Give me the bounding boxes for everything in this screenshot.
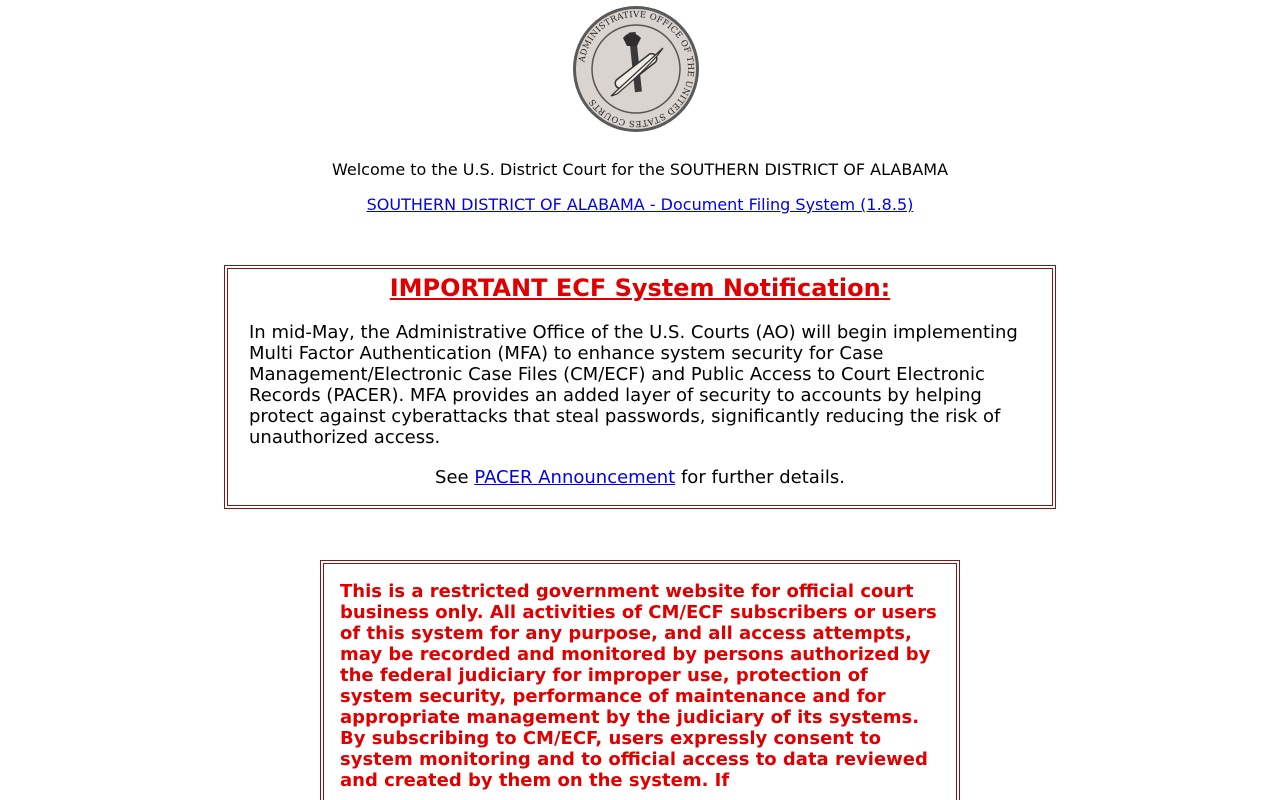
- notification-body: In mid-May, the Administrative Office of the U.S. Courts (AO) will begin implementing Multi Factor Authentication (MFA) to enhance system security for Case Management/Electronic Case Files (CM/ECF) and Public Access to Court Electronic Records (PACER). MFA provides an added layer of security to accounts by helping protect against cyberattacks that steal passwords, significantly reducing the risk of unauthorized access.: [249, 322, 1018, 448]
- seal-text: ADMINISTRATIVE OFFICE OF THE UNITED STATES COURTS: [577, 9, 696, 129]
- restricted-warning-box: [320, 560, 960, 800]
- announcement-suffix: for further details.: [680, 467, 845, 488]
- announcement-line: [228, 467, 1052, 488]
- notification-inner: [227, 268, 1053, 506]
- welcome-text: Welcome to the U.S. District Court for the SOUTHERN DISTRICT OF ALABAMA: [331, 160, 949, 179]
- us-courts-seal-icon: [571, 4, 701, 134]
- document-filing-system-link[interactable]: SOUTHERN DISTRICT OF ALABAMA - Document Filing System (1.8.5): [366, 195, 914, 214]
- restricted-warning-inner: [323, 563, 957, 800]
- notification-title: IMPORTANT ECF System Notification:: [389, 274, 891, 302]
- restricted-warning-text: This is a restricted government website for official court business only. All activities of CM/ECF subscribers or users of this system for any purpose, and all access attempts, may be recorded and monitored by persons authorized by the federal judiciary for improper use, protection of system security, performance of maintenance and for appropriate management by the judiciary of its systems. By subscribing to CM/ECF, users expressly consent to system monitoring and to official access to data reviewed and created by them on the system. If: [340, 581, 937, 791]
- system-link-row: [0, 195, 1280, 214]
- pacer-announcement-link[interactable]: PACER Announcement: [474, 467, 676, 488]
- notification-box: [224, 265, 1056, 509]
- announcement-prefix: See: [435, 467, 469, 488]
